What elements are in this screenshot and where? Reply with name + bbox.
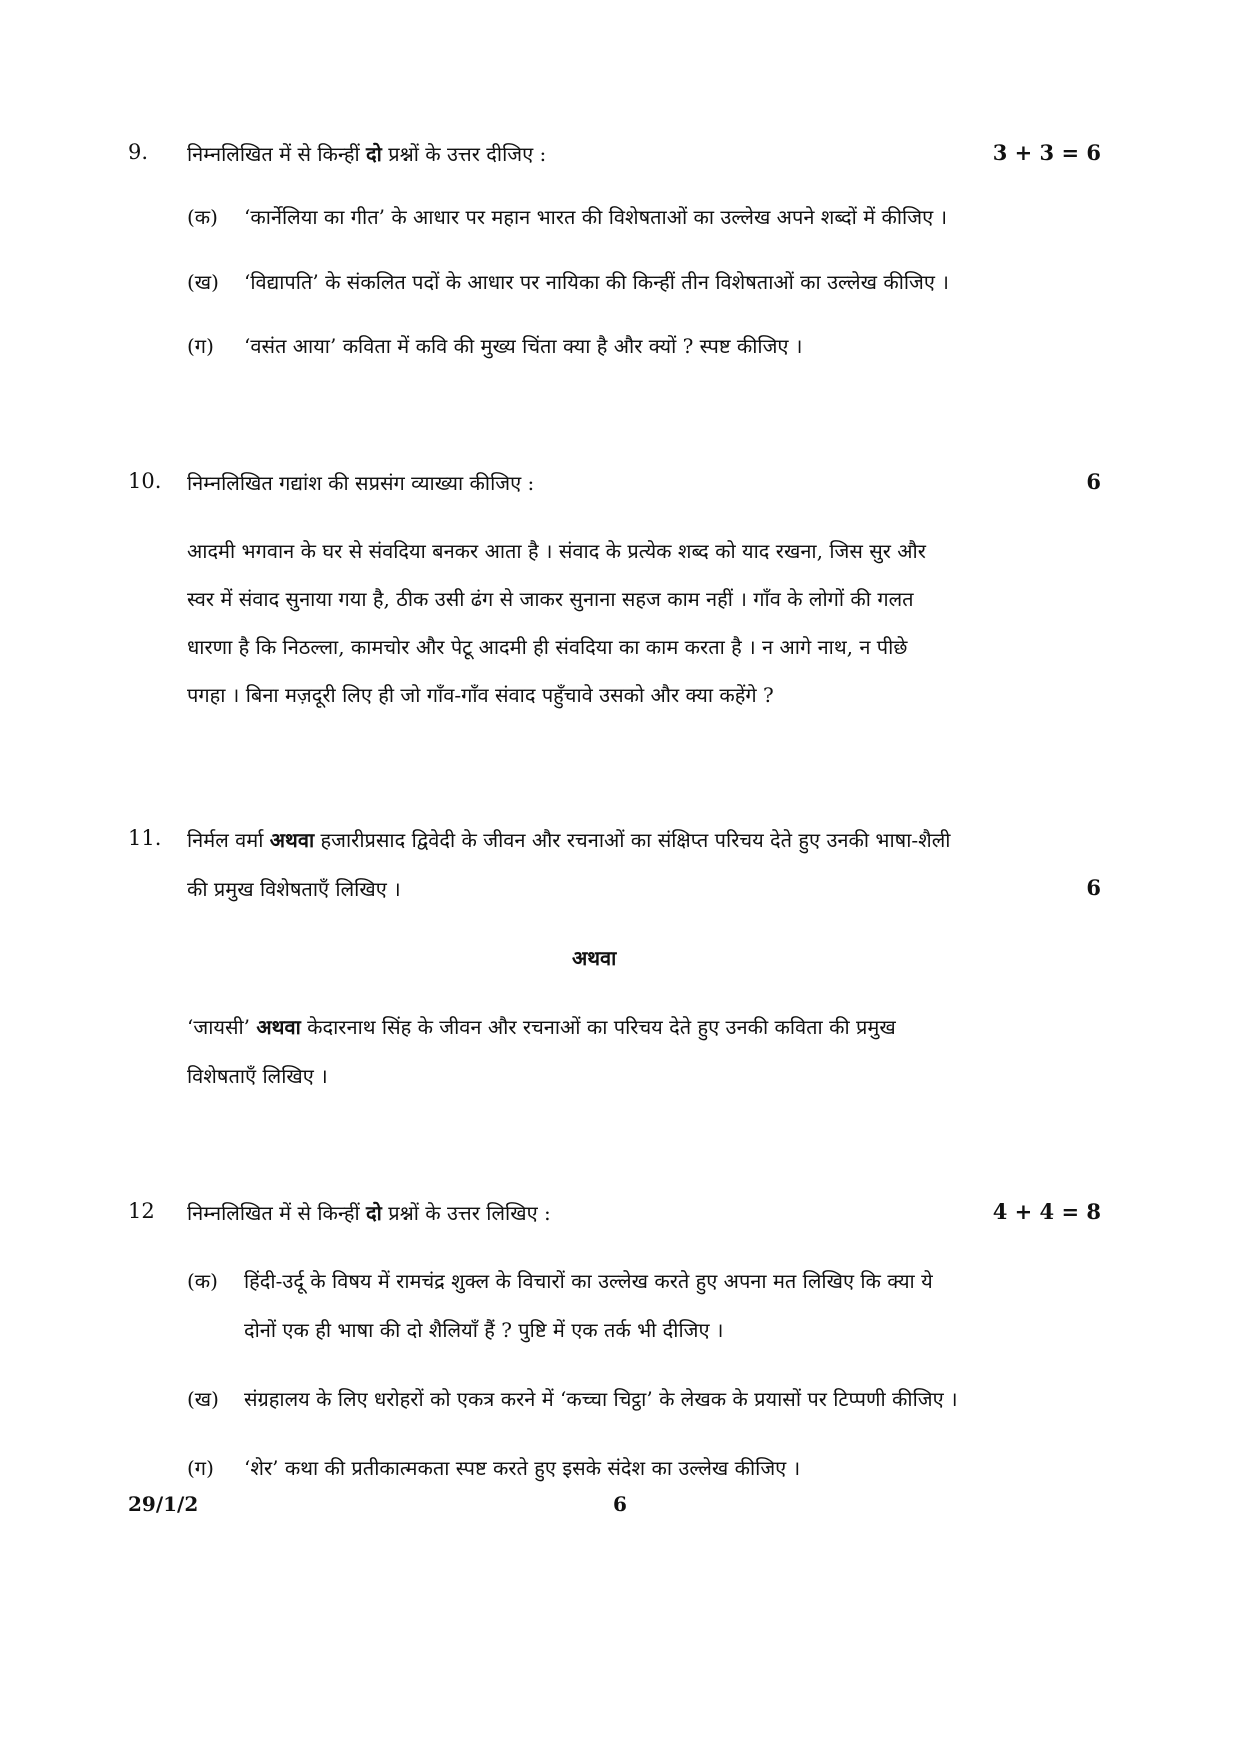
or-heading: अथवा (572, 946, 617, 970)
question-9-marks: 3 + 3 = 6 (992, 140, 1101, 165)
question-10-marks: 6 (1086, 469, 1101, 494)
option-text: ‘वसंत आया’ कविता में कवि की मुख्य चिंता क्या है और क्यों ? स्पष्ट कीजिए । (244, 334, 803, 358)
question-12-stem (187, 1199, 551, 1226)
question-11-marks: 6 (1086, 875, 1101, 900)
page-number: 6 (613, 1492, 627, 1516)
question-12-marks: 4 + 4 = 8 (992, 1199, 1101, 1224)
stem-text: निम्नलिखित में से किन्हीं (187, 1201, 367, 1225)
option-text: ‘शेर’ कथा की प्रतीकात्मकता स्पष्ट करते हुए इसके संदेश का उल्लेख कीजिए । (244, 1456, 801, 1480)
stem-emphasis: अथवा (269, 828, 315, 852)
option-text: ‘विद्यापति’ के संकलित पदों के आधार पर नायिका की किन्हीं तीन विशेषताओं का उल्लेख कीजिए । (244, 270, 949, 294)
question-11-line: की प्रमुख विशेषताएँ लिखिए । (187, 877, 401, 901)
stem-emphasis: दो (366, 1201, 382, 1225)
question-11-alt-line (187, 1013, 896, 1040)
question-10-stem: निम्नलिखित गद्यांश की सप्रसंग व्याख्या कीजिए : (187, 471, 535, 495)
stem-text: निम्नलिखित में से किन्हीं (187, 142, 367, 166)
stem-text: केदारनाथ सिंह के जीवन और रचनाओं का परिचय देते हुए उनकी कविता की प्रमुख (300, 1015, 896, 1039)
option-text: संग्रहालय के लिए धरोहरों को एकत्र करने में ‘कच्चा चिट्ठा’ के लेखक के प्रयासों पर टिप्पणी कीजिए । (244, 1387, 958, 1411)
passage-line: धारणा है कि निठल्ला, कामचोर और पेटू आदमी ही संवदिया का काम करता है । न आगे नाथ, न पीछे (187, 635, 908, 659)
question-11-number: 11. (128, 826, 162, 850)
option-label: (क) (187, 1269, 218, 1293)
question-10-number: 10. (128, 469, 162, 493)
option-text: हिंदी-उर्दू के विषय में रामचंद्र शुक्ल के विचारों का उल्लेख करते हुए अपना मत लिखिए कि क्या ये (244, 1269, 933, 1293)
question-9-stem (187, 140, 546, 167)
stem-text: प्रश्नों के उत्तर लिखिए : (381, 1201, 551, 1225)
stem-emphasis: अथवा (256, 1015, 301, 1039)
option-text: दोनों एक ही भाषा की दो शैलियाँ हैं ? पुष्टि में एक तर्क भी दीजिए । (244, 1318, 724, 1342)
question-9-number: 9. (128, 140, 149, 164)
passage-line: स्वर में संवाद सुनाया गया है, ठीक उसी ढंग से जाकर सुनाना सहज काम नहीं । गाँव के लोगों की गलत (187, 587, 914, 611)
stem-text: ‘जायसी’ (187, 1015, 257, 1039)
option-text: ‘कार्नेलिया का गीत’ के आधार पर महान भारत की विशेषताओं का उल्लेख अपने शब्दों में कीजिए । (244, 205, 948, 229)
option-label: (ग) (187, 334, 214, 358)
paper-code: 29/1/2 (128, 1492, 199, 1516)
question-11-line (187, 826, 950, 853)
stem-emphasis: दो (366, 142, 382, 166)
option-label: (क) (187, 205, 218, 229)
option-label: (ग) (187, 1456, 214, 1480)
question-12-number: 12 (128, 1199, 155, 1223)
stem-text: हजारीप्रसाद द्विवेदी के जीवन और रचनाओं का संक्षिप्त परिचय देते हुए उनकी भाषा-शैली (314, 828, 951, 852)
option-label: (ख) (187, 1387, 219, 1411)
passage-line: आदमी भगवान के घर से संवदिया बनकर आता है । संवाद के प्रत्येक शब्द को याद रखना, जिस सुर और (187, 539, 926, 563)
stem-text: प्रश्नों के उत्तर दीजिए : (381, 142, 547, 166)
stem-text: निर्मल वर्मा (187, 828, 270, 852)
passage-line: पगहा । बिना मज़दूरी लिए ही जो गाँव-गाँव संवाद पहुँचावे उसको और क्या कहेंगे ? (187, 683, 774, 707)
option-label: (ख) (187, 270, 219, 294)
question-11-alt-line: विशेषताएँ लिखिए । (187, 1064, 328, 1088)
